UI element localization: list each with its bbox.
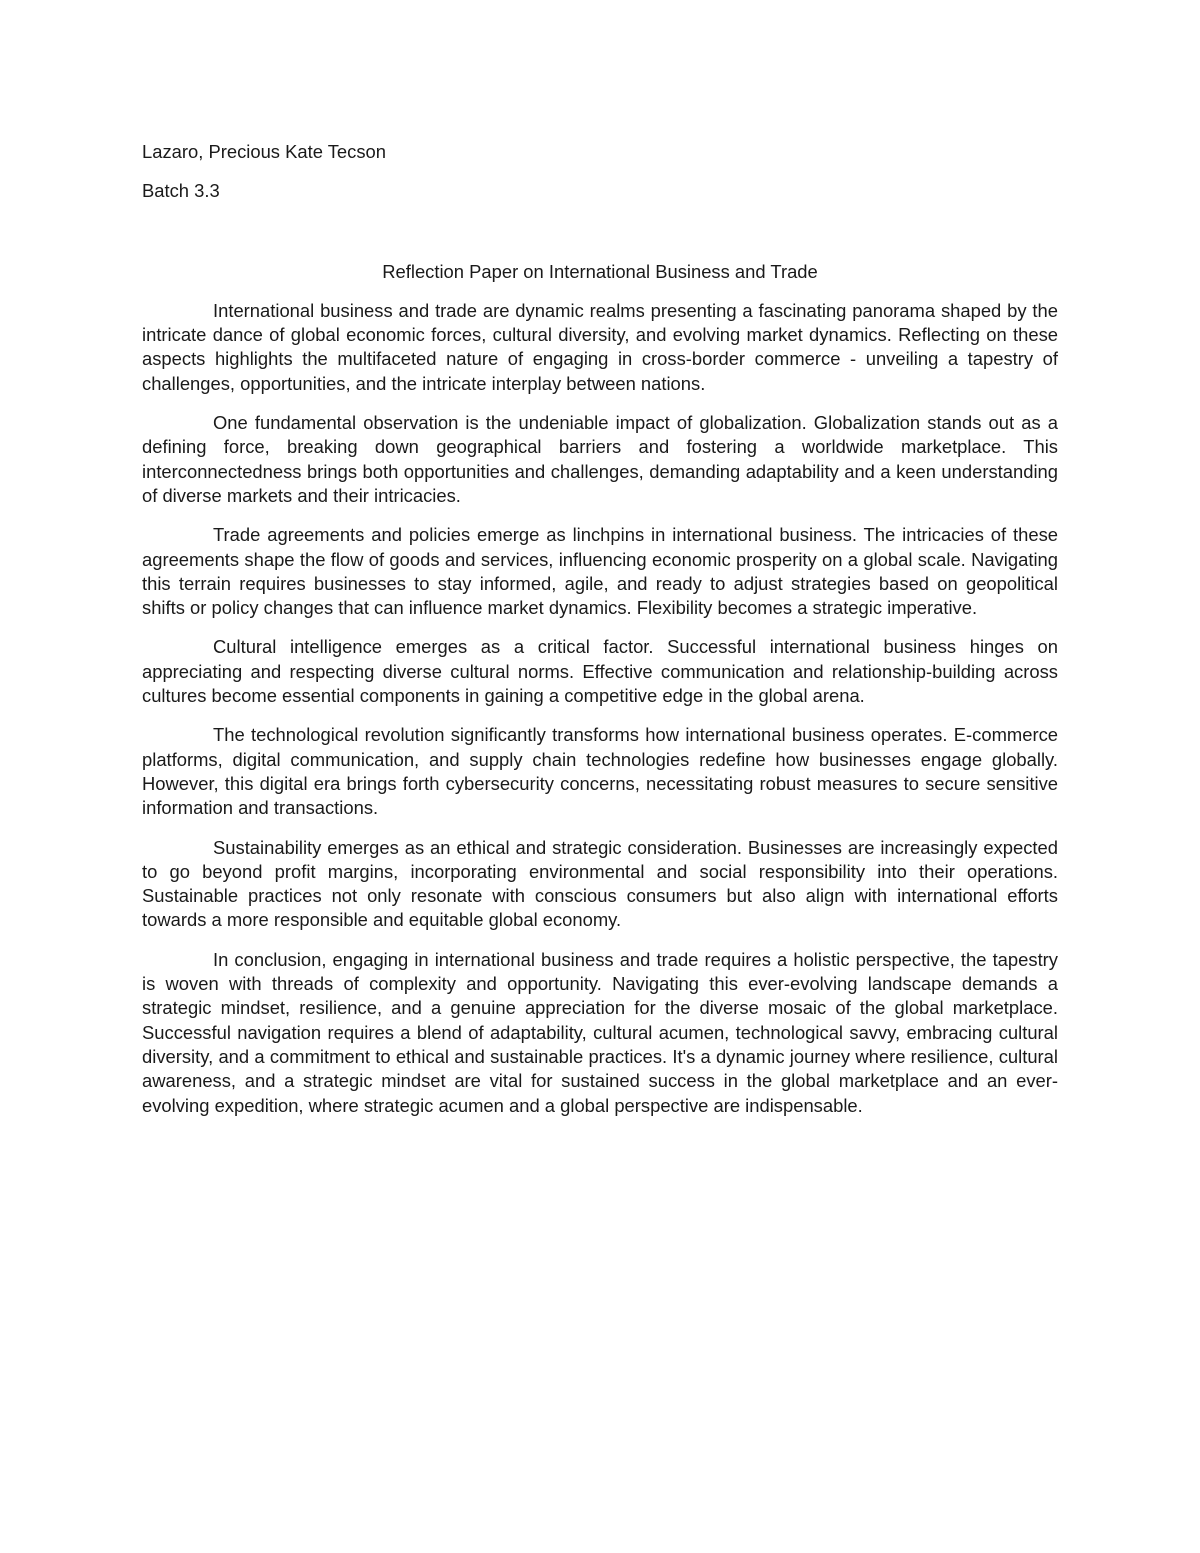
batch-label: Batch 3.3 (142, 180, 220, 202)
author-name: Lazaro, Precious Kate Tecson (142, 141, 386, 162)
paragraph-cultural-intelligence: Cultural intelligence emerges as a critical factor. Successful international business hinges on appreciating and respecting diverse cultural norms. Effective communication and relationship-building across cultures become essential components in gaining a competitive edge in the global arena. (142, 636, 1058, 707)
paragraph-trade-agreements: Trade agreements and policies emerge as linchpins in international business. The intricacies of these agreements shape the flow of goods and services, influencing economic prosperity on a global scale. Navigating this terrain requires businesses to stay informed, agile, and ready to adjust strategies based on geopolitical shifts or policy changes that can influence market dynamics. Flexibility becomes a strategic imperative. (142, 524, 1058, 619)
paragraph-technology: The technological revolution significantly transforms how international business operates. E-commerce platforms, digital communication, and supply chain technologies redefine how businesses engage globally. However, this digital era brings forth cybersecurity concerns, necessitating robust measures to secure sensitive information and transactions. (142, 724, 1058, 819)
paragraph-sustainability: Sustainability emerges as an ethical and strategic consideration. Businesses are increasingly expected to go beyond profit margins, incorporating environmental and social responsibility into their operations. Sustainable practices not only resonate with conscious consumers but also align with international efforts towards a more responsible and equitable global economy. (142, 836, 1058, 931)
paragraph-intro: International business and trade are dynamic realms presenting a fascinating panorama shaped by the intricate dance of global economic forces, cultural diversity, and evolving market dynamics. Reflecting on these aspects highlights the multifaceted nature of engaging in cross-border commerce - unveiling a tapestry of challenges, opportunities, and the intricate interplay between nations. (142, 299, 1058, 394)
paragraph-globalization: One fundamental observation is the undeniable impact of globalization. Globalization stands out as a defining force, breaking down geographical barriers and fostering a worldwide marketplace. This interconnectedness brings both opportunities and challenges, demanding adaptability and a keen understanding of diverse markets and their intricacies. (142, 412, 1058, 506)
paper-title: Reflection Paper on International Business and Trade (382, 260, 818, 282)
paragraph-conclusion: In conclusion, engaging in international business and trade requires a holistic perspective, the tapestry is woven with threads of complexity and opportunity. Navigating this ever-evolving landscape demands a strategic mindset, resilience, and a genuine appreciation for the diverse mosaic of the global marketplace. Successful navigation requires a blend of adaptability, cultural acumen, technological savvy, embracing cultural diversity, and a commitment to ethical and sustainable practices. It's a dynamic journey where resilience, cultural awareness, and a strategic mindset are vital for sustained success in the global marketplace and an ever-evolving expedition, where strategic acumen and a global perspective are indispensable. (142, 948, 1058, 1116)
document-body (142, 140, 1058, 1118)
